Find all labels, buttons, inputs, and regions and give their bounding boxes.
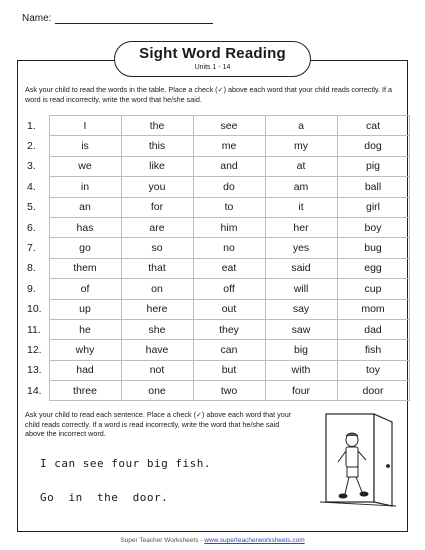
word-cell[interactable]: my [265, 136, 337, 156]
row-number: 4. [27, 180, 36, 193]
word-cell[interactable]: in [49, 177, 121, 197]
word-cell[interactable]: he [49, 319, 121, 339]
table-row [25, 381, 409, 401]
word-cell[interactable]: them [49, 258, 121, 278]
boy-figure [338, 433, 368, 498]
word-cell[interactable]: cat [337, 116, 409, 136]
row-number: 8. [27, 262, 36, 275]
name-line[interactable] [55, 14, 213, 24]
word-cell[interactable]: dad [337, 319, 409, 339]
word-cell[interactable]: do [193, 177, 265, 197]
word-cell[interactable]: cup [337, 279, 409, 299]
word-cell[interactable]: me [193, 136, 265, 156]
word-cell[interactable]: a [265, 116, 337, 136]
word-cell[interactable]: to [193, 197, 265, 217]
word-cell[interactable]: toy [337, 360, 409, 380]
word-cell[interactable]: out [193, 299, 265, 319]
table-row [25, 136, 409, 156]
word-cell[interactable]: I [49, 116, 121, 136]
word-cell[interactable]: for [121, 197, 193, 217]
word-cell[interactable]: mom [337, 299, 409, 319]
word-cell[interactable]: this [121, 136, 193, 156]
word-cell[interactable]: not [121, 360, 193, 380]
word-cell[interactable]: see [193, 116, 265, 136]
word-cell[interactable]: four [265, 381, 337, 401]
word-cell[interactable]: have [121, 340, 193, 360]
footer-text: Super Teacher Worksheets - [120, 537, 205, 544]
word-cell[interactable]: it [265, 197, 337, 217]
table-row [25, 177, 409, 197]
word-cell[interactable]: has [49, 217, 121, 237]
word-cell[interactable]: can [193, 340, 265, 360]
table-row [25, 217, 409, 237]
word-cell[interactable]: one [121, 381, 193, 401]
word-cell[interactable]: egg [337, 258, 409, 278]
row-number: 6. [27, 221, 36, 234]
word-cell[interactable]: you [121, 177, 193, 197]
word-cell[interactable]: saw [265, 319, 337, 339]
word-cell[interactable]: big [265, 340, 337, 360]
word-cell[interactable]: go [49, 238, 121, 258]
word-cell[interactable]: so [121, 238, 193, 258]
word-cell[interactable]: here [121, 299, 193, 319]
table-row [25, 197, 409, 217]
row-number: 14. [27, 384, 42, 397]
word-cell[interactable]: dog [337, 136, 409, 156]
footer [0, 537, 425, 544]
word-cell[interactable]: am [265, 177, 337, 197]
word-cell[interactable]: pig [337, 156, 409, 176]
word-cell[interactable]: off [193, 279, 265, 299]
word-cell[interactable]: of [49, 279, 121, 299]
word-cell[interactable]: why [49, 340, 121, 360]
word-table [25, 115, 410, 401]
word-cell[interactable]: her [265, 217, 337, 237]
name-row [22, 13, 213, 24]
word-cell[interactable]: that [121, 258, 193, 278]
worksheet-title: Sight Word Reading [139, 45, 286, 62]
word-cell[interactable]: on [121, 279, 193, 299]
row-number: 11. [27, 323, 41, 336]
word-cell[interactable]: say [265, 299, 337, 319]
word-cell[interactable]: no [193, 238, 265, 258]
word-cell[interactable]: she [121, 319, 193, 339]
table-row [25, 340, 409, 360]
word-cell[interactable]: eat [193, 258, 265, 278]
word-cell[interactable]: up [49, 299, 121, 319]
table-row [25, 299, 409, 319]
footer-link[interactable]: www.superteacherworksheets.com [204, 537, 305, 544]
word-cell[interactable]: are [121, 217, 193, 237]
table-row [25, 360, 409, 380]
word-cell[interactable]: girl [337, 197, 409, 217]
row-number: 3. [27, 160, 36, 173]
table-row [25, 319, 409, 339]
word-cell[interactable]: and [193, 156, 265, 176]
word-cell[interactable]: with [265, 360, 337, 380]
word-cell[interactable]: three [49, 381, 121, 401]
table-row [25, 238, 409, 258]
sentence-2: Go in the door. [40, 491, 169, 504]
word-cell[interactable]: the [121, 116, 193, 136]
word-cell[interactable]: two [193, 381, 265, 401]
word-cell[interactable]: had [49, 360, 121, 380]
instructions-top: Ask your child to read the words in the table. Place a check (✓) above each word that your child reads correctly. If a word is read incorrectly, write the word that he/she said. [25, 85, 393, 104]
row-number: 9. [27, 282, 36, 295]
row-number: 7. [27, 242, 36, 255]
word-cell[interactable]: boy [337, 217, 409, 237]
units-label: Units 1 - 14 [194, 64, 231, 71]
word-cell[interactable]: an [49, 197, 121, 217]
word-cell[interactable]: him [193, 217, 265, 237]
row-number: 10. [27, 303, 42, 316]
word-cell[interactable]: will [265, 279, 337, 299]
table-row [25, 258, 409, 278]
title-box [114, 41, 311, 77]
row-number: 13. [27, 364, 42, 377]
word-cell[interactable]: said [265, 258, 337, 278]
row-number: 2. [27, 140, 36, 153]
row-number: 5. [27, 201, 36, 214]
table-row [25, 156, 409, 176]
sentence-1: I can see four big fish. [40, 457, 211, 470]
boy-door-illustration [316, 410, 402, 508]
table-row [25, 279, 409, 299]
table-row [25, 116, 409, 136]
name-label: Name: [22, 13, 52, 24]
word-cell[interactable]: fish [337, 340, 409, 360]
word-cell[interactable]: bug [337, 238, 409, 258]
word-cell[interactable]: is [49, 136, 121, 156]
instructions-bottom: Ask your child to read each sentence. Place a check (✓) above each word that your child reads correctly. If a word is read incorrectly, write the word that he/she said above the incorrect word. [25, 410, 292, 438]
row-number: 12. [27, 343, 42, 356]
word-cell[interactable]: but [193, 360, 265, 380]
word-cell[interactable]: ball [337, 177, 409, 197]
word-cell[interactable]: they [193, 319, 265, 339]
word-cell[interactable]: door [337, 381, 409, 401]
row-number: 1. [27, 119, 36, 132]
word-cell[interactable]: at [265, 156, 337, 176]
word-cell[interactable]: we [49, 156, 121, 176]
word-cell[interactable]: like [121, 156, 193, 176]
word-cell[interactable]: yes [265, 238, 337, 258]
